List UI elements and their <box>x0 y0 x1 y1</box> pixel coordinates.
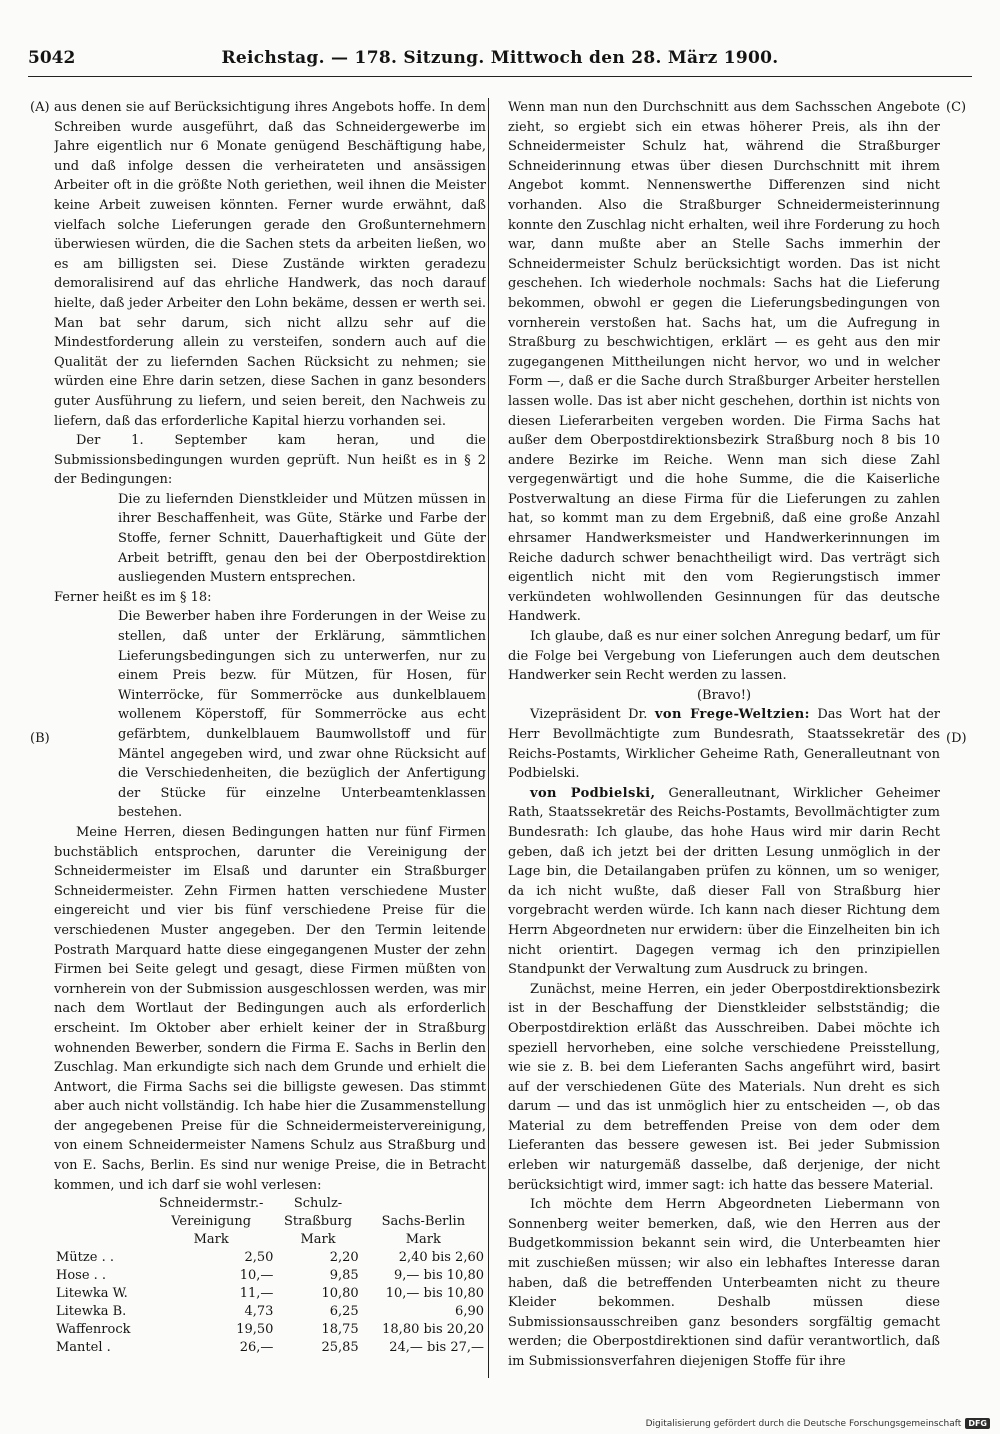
speaker-name: von Frege-Weltzien: <box>654 707 810 723</box>
table-header-cell <box>361 1195 486 1213</box>
table-row <box>54 1321 486 1339</box>
speaker-name: von Podbielski, <box>530 785 656 801</box>
margin-mark-d: (D) <box>946 731 967 746</box>
table-header-cell <box>54 1213 147 1231</box>
table-header-cell <box>54 1231 147 1249</box>
table-cell: 10,— <box>239 1268 274 1284</box>
speaker-paragraph <box>508 705 940 783</box>
paragraph: Zunächst, meine Herren, ein jeder Oberpostdirektionsbezirk ist in der Beschaffung der Dienstkleider selbstständig; die Oberpostdirektion erläßt das Ausschreiben. Dabei möchte ich speziell hervorheben, eine solche verschiedene Preisstellung, wie sie z. B. bei dem Lieferanten Sachs angeführt wird, basirt auf der verschiedenen Güte des Materials. Nun dreht es sich darum — und das ist unmöglich hier zu entscheiden —, ob das Material zu dem betreffenden Preise von dem oder dem Lieferanten das bessere gewesen ist. Bei jeder Submission erleben wir naturgemäß dasselbe, daß derjenige, der nicht berücksichtigt wird, immer sagt: ich hatte das bessere Material. <box>508 981 940 1193</box>
table-cell: 6,90 <box>455 1304 484 1320</box>
table-cell: 18,75 <box>321 1322 359 1338</box>
table-cell: 19,50 <box>236 1322 274 1338</box>
table-cell: 6,25 <box>329 1304 359 1320</box>
paragraph: aus denen sie auf Berücksichtigung ihres Angebots hoffe. In dem Schreiben wurde ausgeführt, daß das Schneidergewerbe im Jahre eigentlich nur 6 Monate genügend Beschäftigung habe, und daß infolge dessen die verheirateten und ansässigen Arbeiter oft in die größte Noth geriethen, weil ihnen die Meister keine Arbeit zuweisen könnten. Ferner wurde erwähnt, daß vielfach solche Lieferungen gerade den Großunternehmern überwiesen würden, die die Sachen stets da arbeiten ließen, wo es am billigsten sei. Diese Zustände wirkten geradezu demoralisirend auf das ehrliche Handwerk, das noch darauf hielte, daß jeder Arbeiter den Lohn bekäme, dessen er werth sei. Man bat sehr darum, sich nicht allzu sehr auf die Mindestforderung allein zu versteifen, sondern auch auf die Qualität der zu liefernden Sachen Rücksicht zu nehmen; sie würden eine Ehre darin setzen, diese Sachen in ganz besonders guter Ausführung zu liefern, und seien bereit, den Nachweis zu liefern, daß das erforderliche Kapital hierzu vorhanden sei. <box>54 100 486 429</box>
table-header-cell: Mark <box>193 1232 229 1248</box>
paragraph: Der 1. September kam heran, und die Submissionsbedingungen wurden geprüft. Nun heißt es in § 2 der Bedingungen: <box>54 433 486 488</box>
table-row <box>54 1249 486 1267</box>
speaker-paragraph <box>508 784 940 980</box>
table-header-cell: Schneidermstr.- <box>158 1196 264 1212</box>
page-header <box>28 48 972 74</box>
price-table <box>54 1195 486 1357</box>
table-cell: Litewka B. <box>56 1304 127 1320</box>
table-cell: 2,20 <box>329 1250 359 1266</box>
table-cell: Mantel . <box>56 1340 111 1356</box>
table-cell: Hose . . <box>56 1268 107 1284</box>
table-header-cell: Sachs-Berlin <box>381 1214 466 1230</box>
table-header-row <box>54 1195 486 1213</box>
paragraph: Wenn man nun den Durchschnitt aus dem Sachsschen Angebote zieht, so ergiebt sich ein etwas höherer Preis, als ihn der Schneidermeister Schulz hat, während die Straßburger Schneiderinnung etwas über diesen Durchschnitt mit ihrem Angebot kommt. Nennenswerthe Differenzen sind nicht vorhanden. Also die Straßburger Schneidermeisterinnung konnte den Zuschlag nicht erhalten, weil ihre Forderung zu hoch war, dann mußte aber an Stelle Sachs immerhin der Schneidermeister Schulz berücksichtigt worden. Das ist nicht geschehen. Ich wiederhole nochmals: Sachs hat die Lieferung bekommen, obwohl er gegen die Lieferungsbedingungen von vornherein verstoßen hat. Sachs hat, um die Aufregung in Straßburg zu beschwichtigen, erklärt — es geht aus den mir zugegangenen Mittheilungen nicht hervor, wo und in welcher Form —, daß er die Sache durch Straßburger Arbeiter herstellen lassen wolle. Das ist aber nicht geschehen, dorthin ist nichts von diesen Lieferarbeiten vergeben worden. Die Firma Sachs hat außer dem Oberpostdirektionsbezirk Straßburg noch 8 bis 10 andere Bezirke im Reiche. Wenn man sich diese Zahl vergegenwärtigt und die hohe Summe, die die Kaiserliche Postverwaltung an diese Firma für die Lieferungen zu zahlen hat, so kommt man zu dem Ergebniß, daß eine große Anzahl ehrsamer Handwerksmeister und Handwerkerinnungen im Reiche dadurch schwer benachtheiligt wird. Das verträgt sich eigentlich nicht mit den vom Regierungstisch immer verkündeten wohlwollenden Gesinnungen für das deutsche Handwerk. <box>508 100 940 625</box>
margin-mark-c: (C) <box>946 100 967 115</box>
table-row <box>54 1303 486 1321</box>
table-cell: 4,73 <box>244 1304 274 1320</box>
block-quote <box>118 607 486 823</box>
page-footer <box>646 1418 990 1429</box>
table-cell: 24,— bis 27,— <box>389 1340 484 1356</box>
table-cell: Waffenrock <box>56 1322 131 1338</box>
table-cell: 26,— <box>239 1340 274 1356</box>
table-header-cell: Mark <box>405 1232 441 1248</box>
left-column <box>54 98 486 1376</box>
funding-note: Digitalisierung gefördert durch die Deutsche Forschungsgemeinschaft <box>645 1418 962 1429</box>
table-cell: 2,50 <box>244 1250 274 1266</box>
interjection: (Bravo!) <box>696 687 752 703</box>
table-cell: 10,— bis 10,80 <box>385 1286 484 1302</box>
table-header-cell <box>54 1195 147 1213</box>
table-cell: 11,— <box>239 1286 274 1302</box>
table-row <box>54 1285 486 1303</box>
speaker-title: Vizepräsident Dr. <box>530 707 648 723</box>
table-cell: 9,85 <box>329 1268 359 1284</box>
table-row <box>54 1339 486 1357</box>
table-header-row <box>54 1213 486 1231</box>
table-cell: Litewka W. <box>56 1286 128 1302</box>
table-cell: 9,— bis 10,80 <box>393 1268 484 1284</box>
table-cell: 2,40 bis 2,60 <box>398 1250 484 1266</box>
table-header-row <box>54 1231 486 1249</box>
table-header-cell: Mark <box>300 1232 336 1248</box>
quote-text: Die zu liefernden Dienstkleider und Mützen müssen in ihrer Beschaffenheit, was Güte, Stärke und Farbe der Stoffe, ferner Schnitt, Dauerhaftigkeit und Güte der Arbeit betrifft, genau den bei der Oberpostdirektion ausliegenden Mustern entsprechen. <box>118 491 486 586</box>
paragraph: Meine Herren, diesen Bedingungen hatten nur fünf Firmen buchstäblich entsprochen, darunter die Vereinigung der Schneidermeister im Elsaß und darunter ein Straßburger Schneidermeister. Zehn Firmen hatten verschiedene Muster eingereicht und vier bis fünf verschiedene Preise für die verschiedenen Muster angegeben. Der den Termin leitende Postrath Marquard hatte diese eingegangenen Muster der zehn Firmen bei Seite gelegt und gesagt, diese Firmen müßten von vornherein von der Submission ausgeschlossen werden, was mir nach dem Wortlaut der Bedingungen auch als erforderlich erscheint. Im Oktober aber erhielt keiner der in Straßburg wohnenden Bewerber, sondern die Firma E. Sachs in Berlin den Zuschlag. Man erkundigte sich nach dem Grunde und erhielt die Antwort, die Firma Sachs sei die billigste gewesen. Das stimmt aber auch nicht vollständig. Ich habe hier die Zusammenstellung der angegebenen Preise für die Schneidermeistervereinigung, von einem Schneidermeister Namens Schulz aus Straßburg und von E. Sachs, Berlin. Es sind nur wenige Preise, die in Betracht kommen, und ich darf sie wohl verlesen: <box>54 824 486 1193</box>
dfg-logo: DFG <box>965 1418 990 1429</box>
table-cell: Mütze . . <box>56 1250 114 1266</box>
speech-text: Das Wort hat der Herr Bevollmächtigte zum Bundesrath, Staatssekretär des Reichs-Postamts, Wirklicher Geheime Rath, Generalleutnant von Podbielski. <box>508 707 940 782</box>
table-cell: 10,80 <box>321 1286 359 1302</box>
quote-text: Die Bewerber haben ihre Forderungen in der Weise zu stellen, daß unter der Erklärung, sämmtlichen Lieferungsbedingungen sich zu unterwerfen, nur zu einem Preis bezw. für Mützen, für Hosen, für Winterröcke, für Sommerröcke aus dunkelblauem wollenem Köperstoff, für Sommerröcke aus echt gefärbtem, dunkelblauem Baumwollstoff und für Mäntel angegeben wird, und zwar ohne Rücksicht auf die Verschiedenheiten, die bezüglich der Anfertigung der Stücke für einzelne Unterbeamtenklassen bestehen. <box>118 609 486 821</box>
right-column <box>508 98 940 1376</box>
table-cell: 25,85 <box>321 1340 359 1356</box>
block-quote <box>118 490 486 588</box>
column-divider <box>488 98 489 1378</box>
table-cell: 18,80 bis 20,20 <box>382 1322 484 1338</box>
table-header-cell: Straßburg <box>284 1214 353 1230</box>
paragraph: Ferner heißt es im § 18: <box>54 589 212 605</box>
table-header-cell: Vereinigung <box>171 1214 252 1230</box>
margin-mark-b: (B) <box>30 731 50 746</box>
paragraph: Ich glaube, daß es nur einer solchen Anregung bedarf, um für die Folge bei Vergebung von Lieferungen auch dem deutschen Handwerker sein Recht werden zu lassen. <box>508 629 940 684</box>
running-head: Reichstag. — 178. Sitzung. Mittwoch den 28. März 1900. <box>221 48 779 68</box>
header-rule <box>28 76 972 77</box>
table-header-cell: Schulz- <box>293 1196 343 1212</box>
paragraph: Ich möchte dem Herrn Abgeordneten Liebermann von Sonnenberg weiter bemerken, daß, wie den Herren aus der Budgetkommission bekannt sein wird, die Unterbeamten hier mit zuschießen müssen; wir also ein lebhaftes Interesse daran haben, daß die betreffenden Unterbeamten nicht zu theure Kleider bekommen. Deshalb müssen diese Submissionsausschreiben ganz besonders sorgfältig gemacht werden; die Oberpostdirektionen sind dafür verantwortlich, daß im Submissionsverfahren diejenigen Stoffe für ihre <box>508 1197 940 1369</box>
page-number: 5042 <box>28 48 76 68</box>
speech-text: Generalleutnant, Wirklicher Geheimer Rath, Staatssekretär des Reichs-Postamts, Bevollmächtigter zum Bundesrath: Ich glaube, das hohe Haus wird mir darin Recht geben, daß ich jetzt bei der dritten Lesung unmöglich in der Lage bin, die Detailangaben prüfen zu können, um so weniger, da ich nicht wußte, daß dieser Fall von Straßburg hier vorgebracht werden würde. Ich kann nach dieser Richtung dem Herrn Abgeordneten nur erwidern: über die Einzelheiten bin ich nicht orientirt. Dagegen vermag ich den prinzipiellen Standpunkt der Verwaltung zum Ausdruck zu bringen. <box>508 785 940 978</box>
table-row <box>54 1267 486 1285</box>
margin-mark-a: (A) <box>30 100 50 115</box>
